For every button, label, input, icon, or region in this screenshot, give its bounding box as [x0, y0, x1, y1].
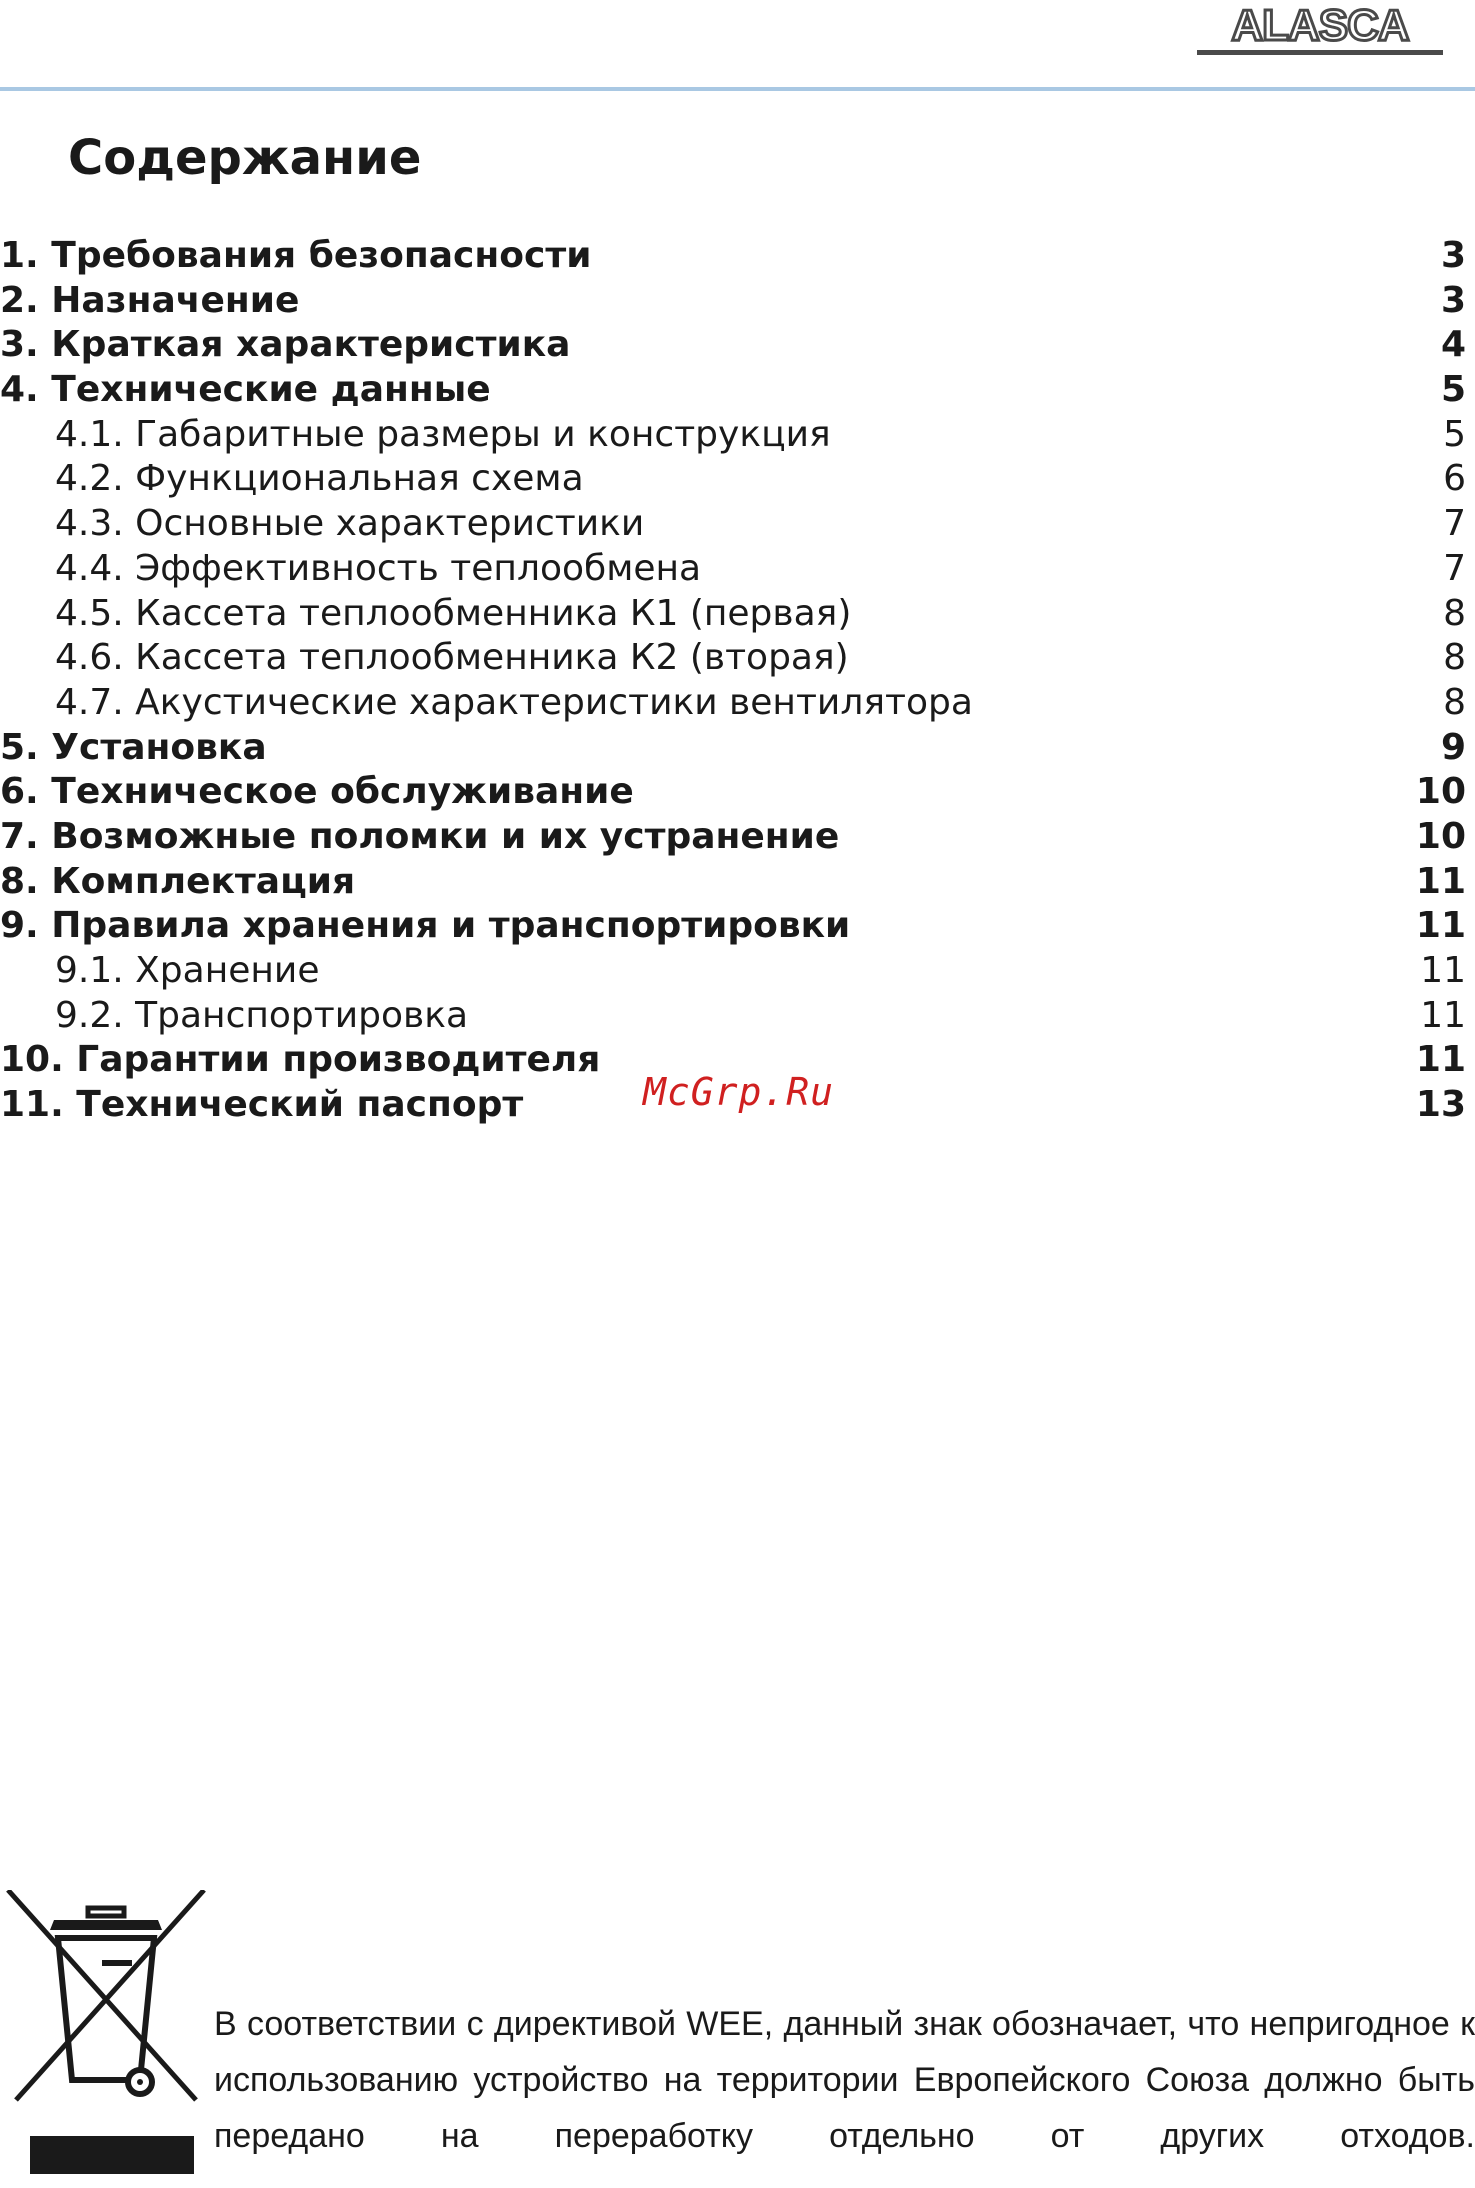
toc-entry-page: 5 [1440, 369, 1466, 411]
toc-entry [0, 815, 1466, 860]
header-divider [0, 87, 1475, 91]
toc-entry [0, 502, 1466, 547]
toc-entry [0, 770, 1466, 815]
toc-entry-page: 4 [1440, 324, 1466, 366]
toc-entry-page: 8 [1443, 637, 1466, 679]
toc-entry-label: 9. Правила хранения и транспортировки [0, 905, 851, 947]
toc-entry-page: 10 [1415, 815, 1466, 857]
toc-entry-page: 11 [1420, 994, 1466, 1036]
toc-entry [0, 234, 1466, 279]
toc-entry-page: 11 [1415, 1039, 1466, 1081]
crossed-out-wheelie-bin-icon [6, 1890, 206, 2180]
toc-entry-label: 9.2. Транспортировка [55, 994, 469, 1036]
toc-entry-label: 4.2. Функциональная схема [55, 458, 584, 500]
toc-entry-page: 6 [1443, 458, 1466, 500]
page-title: Содержание [68, 130, 422, 186]
toc-entry-page: 8 [1443, 681, 1466, 723]
weee-notice: В соответствии с директивой WEE, данный знак обозначает, что непригодное к использованию устройство на территории Европейского Союза должно быть передано на переработку отдельно от других отходов. [214, 2005, 1475, 2155]
toc-entry-label: 9.1. Хранение [55, 950, 320, 991]
toc-entry [0, 904, 1466, 949]
table-of-contents [0, 234, 1466, 1128]
toc-entry [0, 547, 1466, 592]
toc-entry [0, 860, 1466, 905]
toc-entry-label: 2. Назначение [0, 279, 300, 321]
toc-entry [0, 726, 1466, 771]
toc-entry-page: 10 [1415, 771, 1466, 813]
toc-entry-label: 4.6. Кассета теплообменника К2 (вторая) [55, 637, 849, 679]
toc-entry-page: 9 [1440, 726, 1466, 768]
toc-entry-label: 5. Установка [0, 726, 267, 768]
toc-entry [0, 413, 1466, 458]
toc-entry [0, 994, 1466, 1039]
toc-entry-page: 7 [1443, 547, 1466, 589]
toc-entry [0, 323, 1466, 368]
toc-entry-label: 1. Требования безопасности [0, 235, 592, 276]
toc-entry-page: 7 [1443, 503, 1466, 545]
toc-entry [0, 681, 1466, 726]
toc-entry-label: 11. Технический паспорт [0, 1084, 524, 1126]
alasca-logo-icon [1195, 4, 1445, 60]
toc-entry-page: 3 [1440, 235, 1466, 276]
alasca-logo [1195, 4, 1445, 60]
toc-entry-label: 6. Техническое обслуживание [0, 771, 634, 813]
toc-entry-label: 4.5. Кассета теплообменника К1 (первая) [55, 592, 852, 634]
toc-entry-label: 7. Возможные поломки и их устранение [0, 815, 840, 857]
toc-entry-label: 4.4. Эффективность теплообмена [55, 547, 702, 589]
toc-entry-label: 4. Технические данные [0, 369, 491, 411]
toc-entry-page: 11 [1420, 950, 1466, 991]
toc-entry [0, 949, 1466, 994]
toc-entry-page: 11 [1415, 905, 1466, 947]
toc-entry [0, 457, 1466, 502]
toc-entry-page: 13 [1415, 1084, 1466, 1126]
toc-entry [0, 636, 1466, 681]
toc-entry-page: 8 [1443, 592, 1466, 634]
toc-entry-label: 8. Комплектация [0, 860, 356, 902]
toc-entry-page: 5 [1443, 413, 1466, 455]
toc-entry-page: 3 [1440, 279, 1466, 321]
toc-entry [0, 279, 1466, 324]
toc-entry-label: 4.3. Основные характеристики [55, 503, 645, 545]
toc-entry [0, 592, 1466, 637]
logo-text: ALASCA [1231, 4, 1409, 50]
toc-entry-label: 10. Гарантии производителя [0, 1039, 601, 1081]
toc-entry-label: 4.7. Акустические характеристики вентилятора [55, 681, 973, 723]
toc-entry [0, 368, 1466, 413]
toc-entry-label: 4.1. Габаритные размеры и конструкция [55, 413, 831, 455]
toc-entry-label: 3. Краткая характеристика [0, 324, 571, 366]
watermark: McGrp.Ru [643, 1070, 835, 1114]
toc-entry-page: 11 [1415, 860, 1466, 902]
